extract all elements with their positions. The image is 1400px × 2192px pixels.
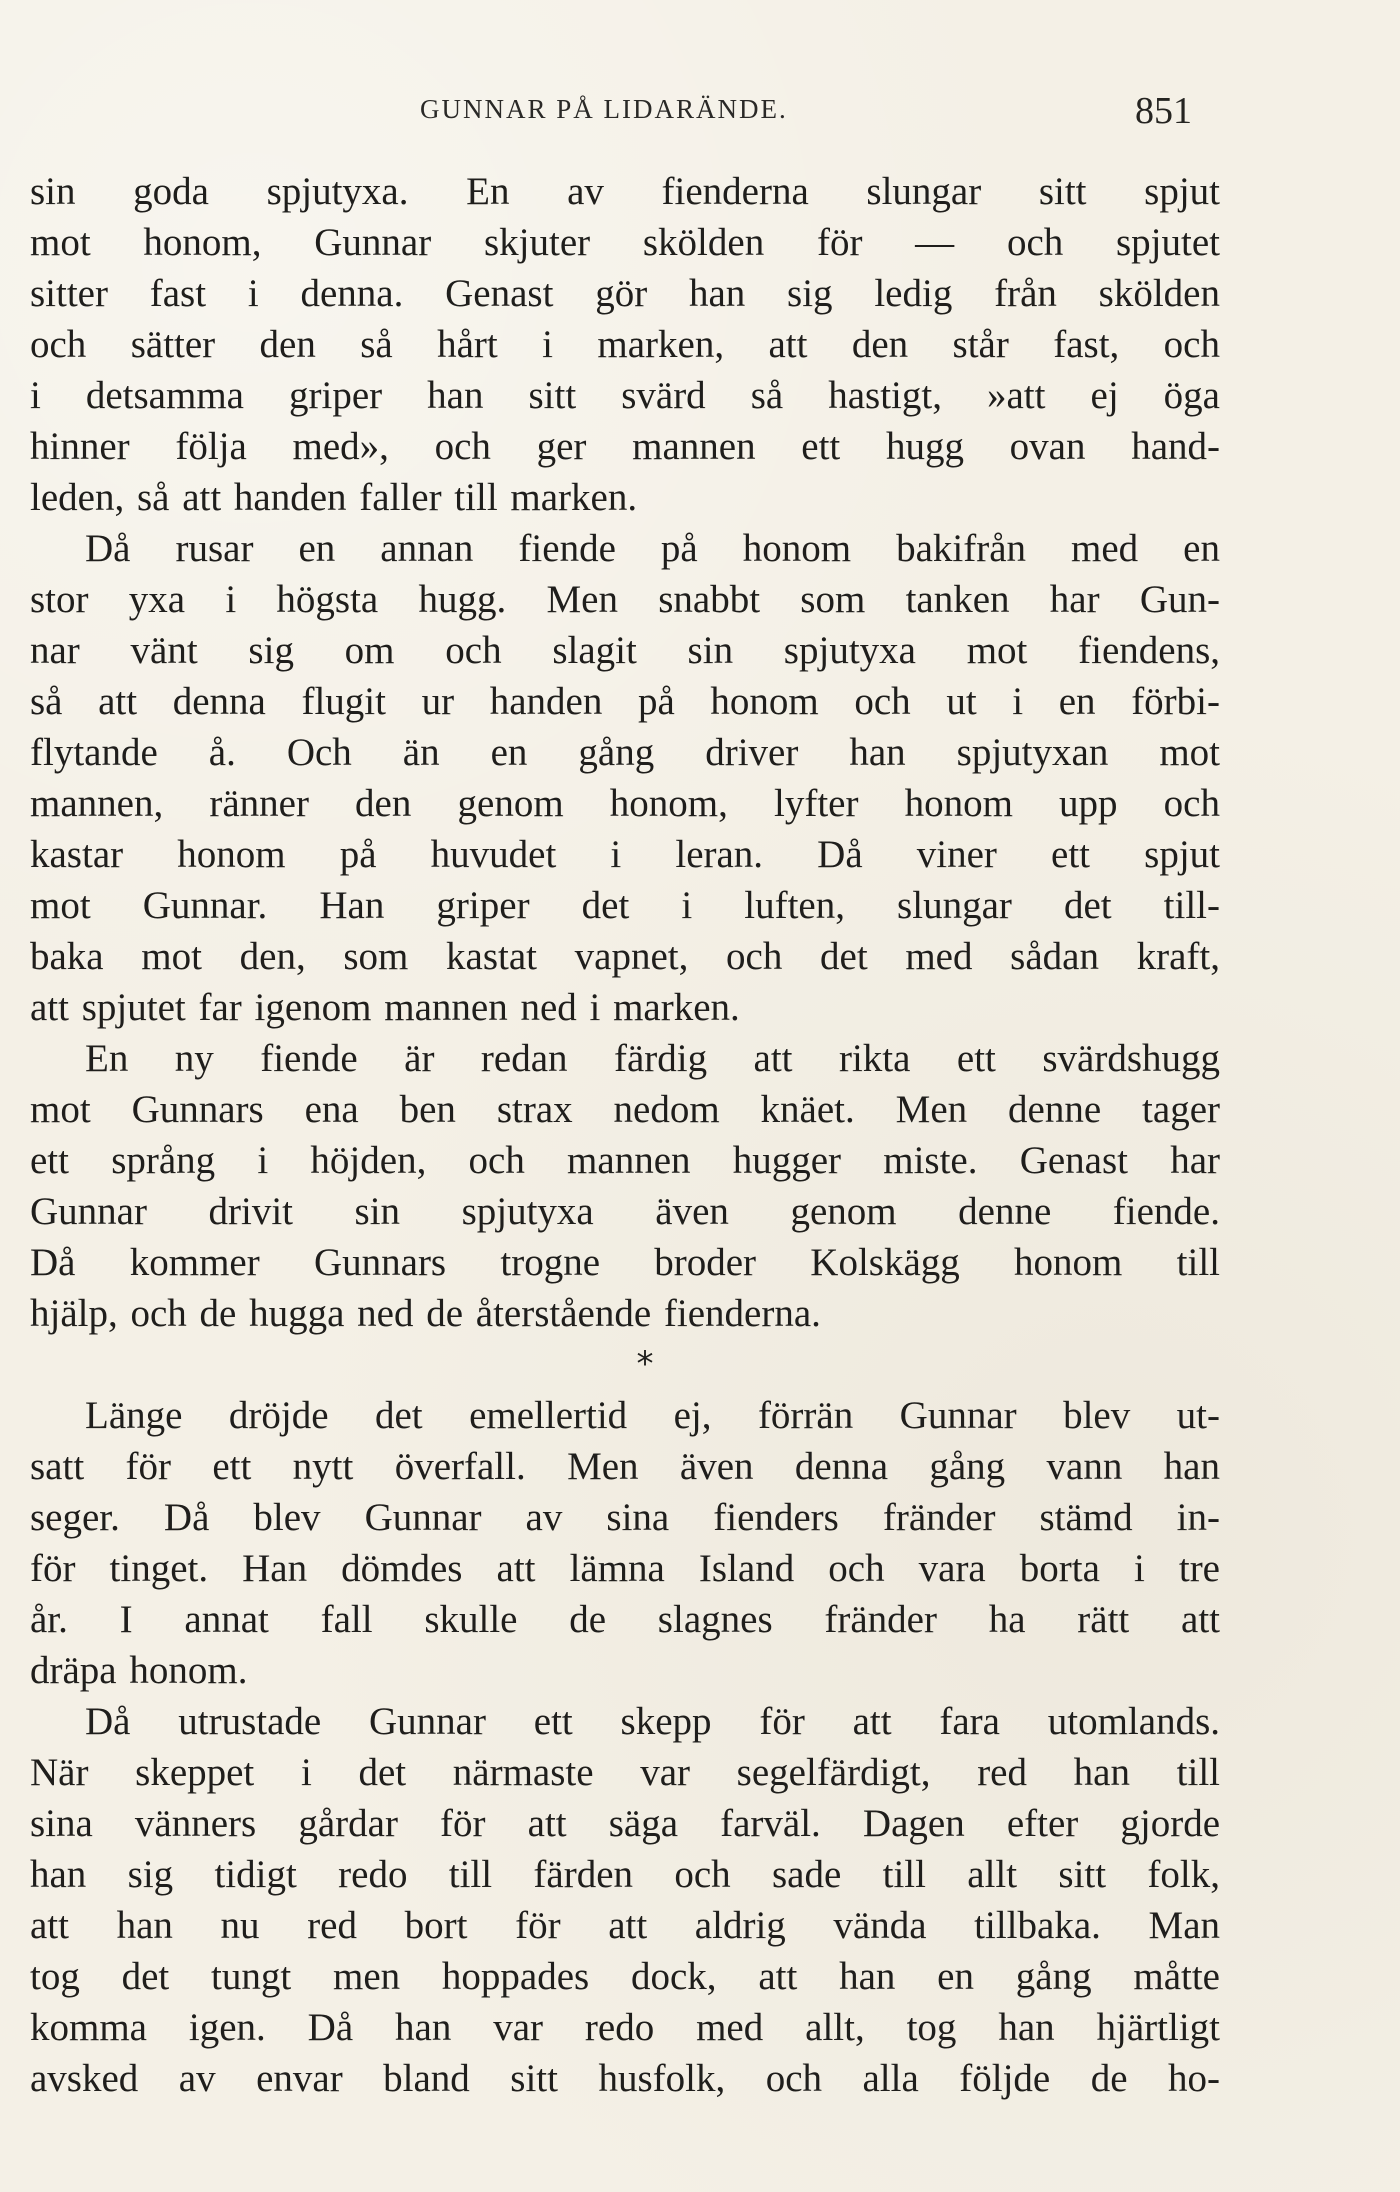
body-text: [30, 166, 1220, 2104]
text-line: seger. Då blev Gunnar av sina fienders fränder stämd in-: [30, 1496, 1220, 1539]
text-line: flytande å. Och än en gång driver han spjutyxan mot: [30, 731, 1220, 774]
text-line: i detsamma griper han sitt svärd så hastigt, »att ej öga: [30, 374, 1220, 417]
text-line: sina vänners gårdar för att säga farväl. Dagen efter gjorde: [30, 1802, 1220, 1845]
section-separator: *: [636, 1344, 654, 1384]
text-line: han sig tidigt redo till färden och sade till allt sitt folk,: [30, 1853, 1220, 1896]
text-line: och sätter den så hårt i marken, att den står fast, och: [30, 323, 1220, 366]
page-number: 851: [1135, 90, 1192, 132]
text-line: sin goda spjutyxa. En av fienderna slungar sitt spjut: [30, 170, 1220, 213]
running-title: GUNNAR PÅ LIDARÄNDE.: [420, 94, 788, 124]
text-line: mannen, ränner den genom honom, lyfter honom upp och: [30, 782, 1220, 825]
text-line: kastar honom på huvudet i leran. Då viner ett spjut: [30, 833, 1220, 876]
text-line: komma igen. Då han var redo med allt, tog han hjärtligt: [30, 2006, 1220, 2049]
text-line: Då kommer Gunnars trogne broder Kolskägg honom till: [30, 1241, 1220, 1284]
text-line: stor yxa i högsta hugg. Men snabbt som tanken har Gun-: [30, 578, 1220, 621]
text-line: hinner följa med», och ger mannen ett hugg ovan hand-: [30, 425, 1220, 468]
text-line: Gunnar drivit sin spjutyxa även genom denne fiende.: [30, 1190, 1220, 1233]
text-line: satt för ett nytt överfall. Men även denna gång vann han: [30, 1445, 1220, 1488]
text-line: hjälp, och de hugga ned de återstående fienderna.: [30, 1292, 821, 1335]
text-line: Då rusar en annan fiende på honom bakifrån med en: [85, 527, 1220, 570]
text-line: att spjutet far igenom mannen ned i marken.: [30, 986, 740, 1029]
text-line: tog det tungt men hoppades dock, att han en gång måtte: [30, 1955, 1220, 1998]
text-line: ett språng i höjden, och mannen hugger miste. Genast har: [30, 1139, 1220, 1182]
text-line: leden, så att handen faller till marken.: [30, 476, 638, 519]
text-line: dräpa honom.: [30, 1649, 248, 1692]
text-line: mot Gunnars ena ben strax nedom knäet. Men denne tager: [30, 1088, 1220, 1131]
text-line: mot Gunnar. Han griper det i luften, slungar det till-: [30, 884, 1220, 927]
text-line: När skeppet i det närmaste var segelfärdigt, red han till: [30, 1751, 1220, 1794]
text-line: En ny fiende är redan färdig att rikta ett svärdshugg: [85, 1037, 1220, 1080]
text-line: Länge dröjde det emellertid ej, förrän Gunnar blev ut-: [85, 1394, 1220, 1437]
text-line: att han nu red bort för att aldrig vända tillbaka. Man: [30, 1904, 1220, 1947]
text-line: år. I annat fall skulle de slagnes fränder ha rätt att: [30, 1598, 1220, 1641]
running-header: [0, 90, 1400, 134]
text-line: så att denna flugit ur handen på honom och ut i en förbi-: [30, 680, 1220, 723]
text-line: mot honom, Gunnar skjuter skölden för — och spjutet: [30, 221, 1220, 264]
text-line: sitter fast i denna. Genast gör han sig ledig från skölden: [30, 272, 1220, 315]
text-line: nar vänt sig om och slagit sin spjutyxa mot fiendens,: [30, 629, 1220, 672]
text-line: Då utrustade Gunnar ett skepp för att fara utomlands.: [85, 1700, 1220, 1743]
text-line: för tinget. Han dömdes att lämna Island och vara borta i tre: [30, 1547, 1220, 1590]
text-line: avsked av envar bland sitt husfolk, och alla följde de ho-: [30, 2057, 1220, 2100]
text-line: baka mot den, som kastat vapnet, och det med sådan kraft,: [30, 935, 1220, 978]
